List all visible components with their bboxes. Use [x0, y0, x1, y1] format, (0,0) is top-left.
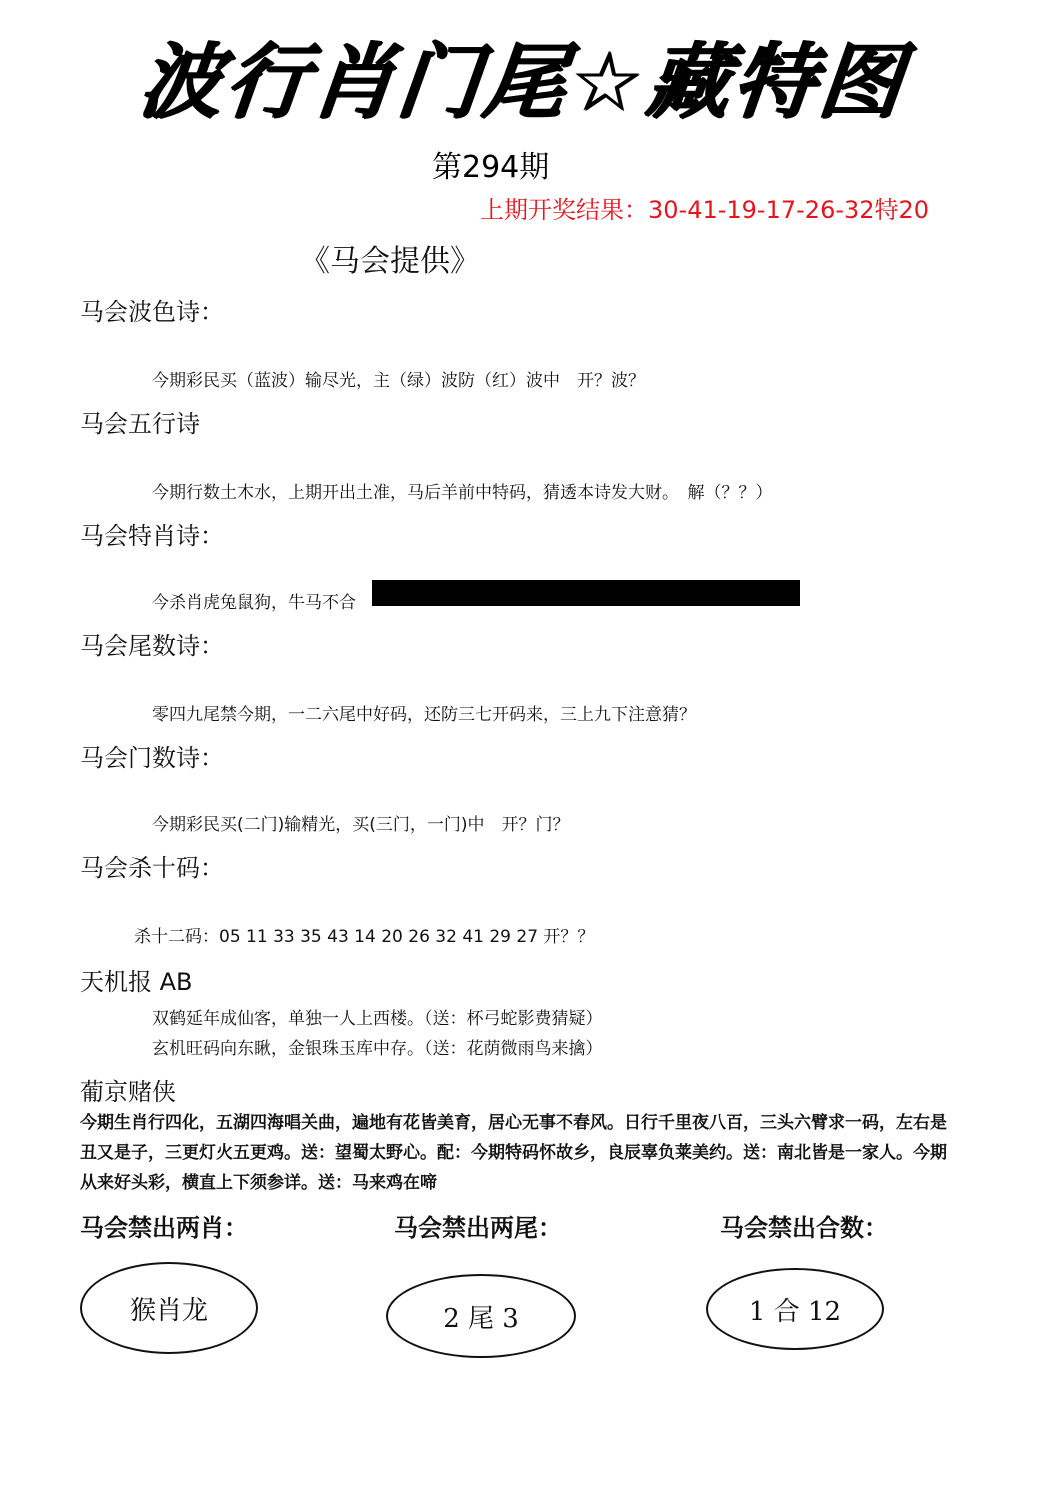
section-heading: 马会门数诗： [80, 744, 224, 772]
ban-value-oval [706, 1268, 884, 1350]
tianji-heading: 天机报 AB [80, 968, 193, 996]
ban-value-oval [386, 1274, 576, 1358]
tianji-line: 玄机旺码向东瞅，金银珠玉库中存。（送：花荫微雨鸟来擒） [152, 1039, 603, 1059]
provider-label: 《马会提供》 [300, 244, 480, 279]
issue-number: 第294期 [432, 150, 550, 185]
ban-heading: 马会禁出合数： [720, 1214, 888, 1242]
ban-value: 猴肖龙 [129, 1295, 208, 1326]
redaction-bar [372, 580, 800, 606]
tianji-line: 双鹤延年成仙客，单独一人上西楼。（送：杯弓蛇影费猜疑） [152, 1009, 603, 1029]
ban-value: 2 尾 3 [443, 1303, 519, 1334]
section-heading: 马会杀十码： [80, 854, 224, 882]
section-text: 今期彩民买（蓝波）输尽光，主（绿）波防（红）波中 开？波？ [152, 371, 645, 391]
pujing-text: 今期生肖行四化，五湖四海唱关曲，遍地有花皆美育，居心无事不春风。日行千里夜八百，三头六臂求一码，左右是丑又是子，三更灯火五更鸡。送：望蜀太野心。配：今期特码怀故乡，良辰辜负莱美约。送：南北皆是一家人。今期从来好头彩，横直上下须参详。送：马来鸡在啼 [80, 1113, 947, 1193]
section-heading: 马会五行诗 [80, 410, 200, 438]
section-text: 今期彩民买(二门)输精光，买(三门，一门)中 开？门？ [152, 815, 570, 835]
page-banner: 波行肖门尾☆藏特图 [135, 35, 911, 130]
section-text: 零四九尾禁今期，一二六尾中好码，还防三七开码来，三上九下注意猜？ [152, 705, 696, 725]
section-text: 今期行数土木水，上期开出土准，马后羊前中特码，猜透本诗发大财。 解（？？） [152, 483, 773, 503]
section-heading: 马会特肖诗： [80, 522, 224, 550]
section-heading: 马会波色诗： [80, 298, 224, 326]
pujing-heading: 葡京赌侠 [80, 1078, 176, 1106]
section-heading: 马会尾数诗： [80, 632, 224, 660]
ban-value-oval [80, 1262, 258, 1354]
last-draw-result: 上期开奖结果：30-41-19-17-26-32特20 [480, 196, 930, 224]
ban-value: 1 合 12 [748, 1296, 842, 1327]
section-text: 今杀肖虎兔鼠狗，牛马不合 [152, 593, 356, 613]
section-text: 杀十二码：05 11 33 35 43 14 20 26 32 41 29 27 开？？ [134, 927, 595, 947]
ban-heading: 马会禁出两肖： [80, 1214, 248, 1242]
ban-heading: 马会禁出两尾： [394, 1214, 562, 1242]
